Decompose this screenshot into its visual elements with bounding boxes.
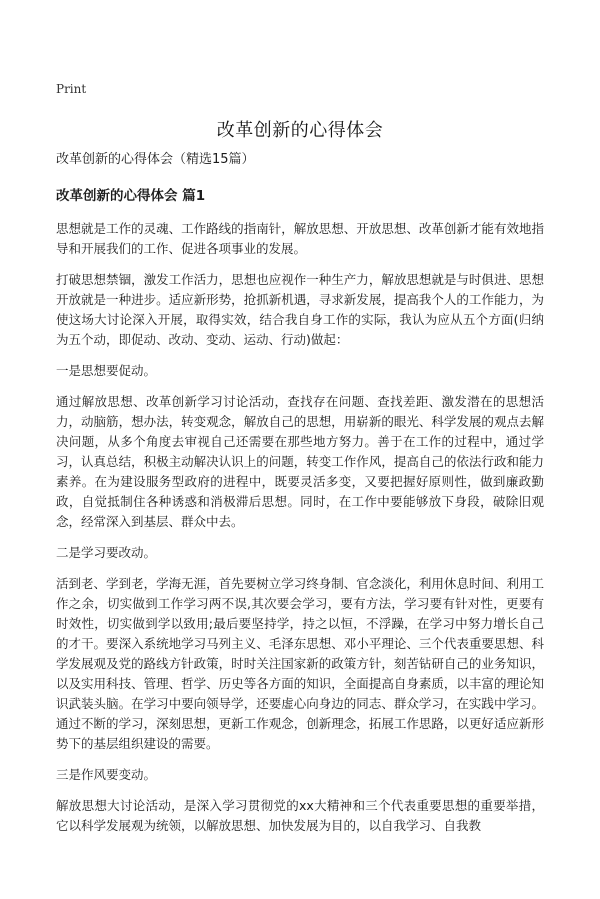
paragraph: 通过解放思想、改革创新学习讨论活动，查找存在问题、查找差距、激发潜在的思想活力，动脑筋，想办法，转变观念，解放自己的思想，用崭新的眼光、科学发展的观点去解决问题，从多个角度去审视自己还需要在那些地方努力。善于在工作的过程中，通过学习，认真总结，积极主动解决认识上的问题，转变工作作风，提高自己的依法行政和能力素养。在为建设服务型政府的进程中，既要灵活多变，又要把握好原则性，做到廉政勤政，自觉抵制住各种诱惑和消极滞后思想。同时，在工作中要能够放下身段，破除旧观念，经常深入到基层、群众中去。: [56, 394, 544, 529]
paragraph: 思想就是工作的灵魂、工作路线的指南针，解放思想、开放思想、改革创新才能有效地指导和开展我们的工作、促进各项事业的发展。: [56, 221, 544, 256]
document-subtitle: 改革创新的心得体会（精选15篇）: [56, 152, 255, 167]
paragraph: 解放思想大讨论活动，是深入学习贯彻党的xx大精神和三个代表重要思想的重要举措，它以科学发展观为统领，以解放思想、加快发展为目的，以自我学习、自我教: [56, 798, 544, 833]
paragraph: 活到老、学到老，学海无涯，首先要树立学习终身制、官念淡化，利用休息时间、利用工作之余，切实做到工作学习两不误,其次要会学习，要有方法，学习要有针对性，更要有时效性，切实做到学以致用;最后要坚持学，持之以恒，不浮躁，在学习中努力增长自己的才干。要深入系统地学习马列主义、毛泽东思想、邓小平理论、三个代表重要思想、科学发展观及党的路线方针政策，时时关注国家新的政策方针，刻苦钻研自己的业务知识，以及实用科技、管理、哲学、历史等各方面的知识，全面提高自身素质，以丰富的理论知识武装头脑。在学习中要向领导学，还要虚心向身边的同志、群众学习，在实践中学习。通过不断的学习，深刻思想，更新工作观念，创新理念，拓展工作思路，以更好适应新形势下的基层组织建设的需要。: [56, 576, 544, 751]
page-title: 改革创新的心得体会: [216, 120, 384, 141]
paragraph: 打破思想禁锢，激发工作活力，思想也应视作一种生产力，解放思想就是与时俱进、思想开放就是一种进步。适应新形势，抢抓新机遇，寻求新发展，提高我个人的工作能力，为使这场大讨论深入开展，取得实效，结合我自身工作的实际，我认为应从五个方面(归纳为五个动，即促动、改动、变动、运动、行动)做起：: [56, 272, 544, 347]
subheading-style: 三是作风要变动。: [56, 767, 157, 782]
print-link[interactable]: Print: [56, 82, 87, 96]
subheading-thought: 一是思想要促动。: [56, 363, 157, 378]
document-body: [56, 150, 544, 847]
section-heading: 改革创新的心得体会 篇1: [56, 188, 206, 204]
subheading-study: 二是学习要改动。: [56, 545, 157, 560]
